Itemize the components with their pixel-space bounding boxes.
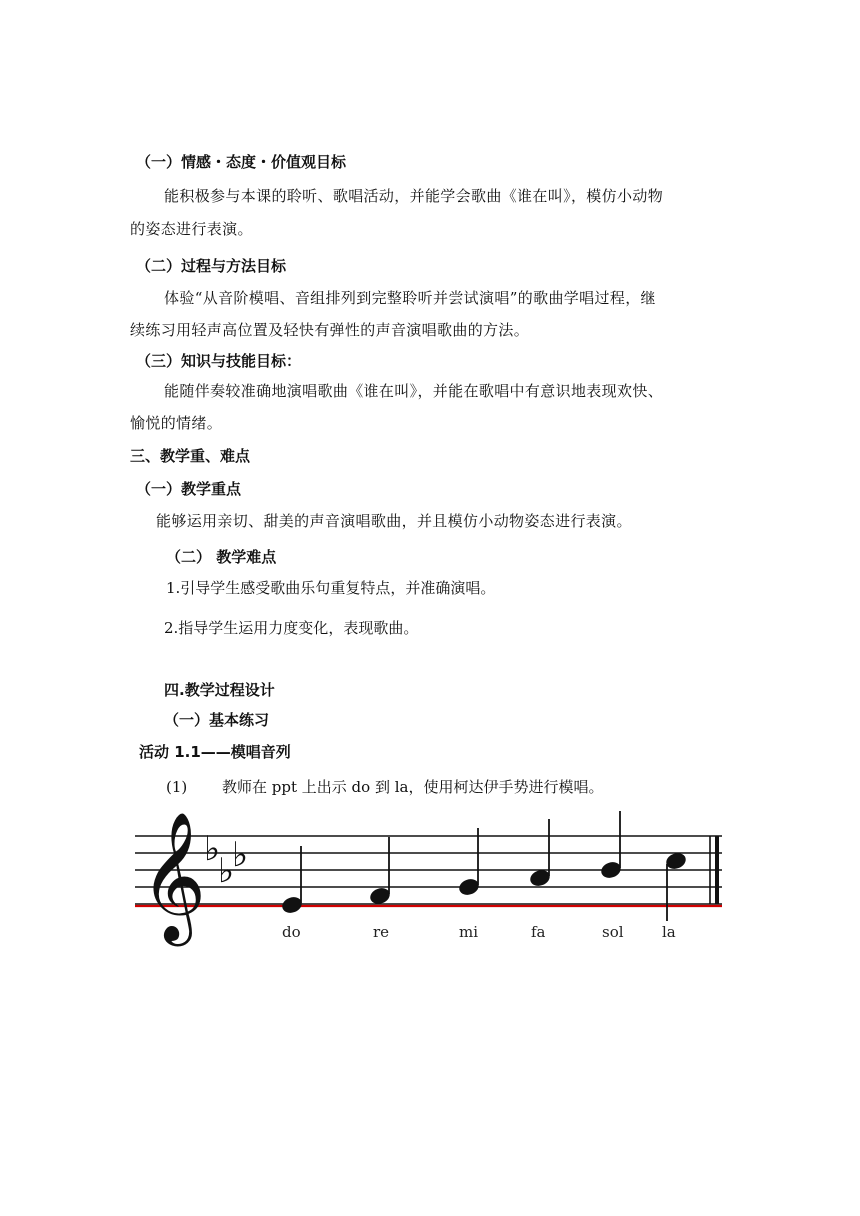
step-text: 教师在 ppt 上出示 do 到 la，使用柯达伊手势进行模唱。	[222, 778, 604, 796]
difficulty-heading: （二） 教学难点	[166, 548, 277, 566]
solfege-label-sol: sol	[602, 923, 624, 941]
note-la	[664, 851, 688, 921]
note-mi	[457, 828, 481, 897]
goal2-paragraph-line1: 体验“从音阶模唱、音组排列到完整聆听并尝试演唱”的歌曲学唱过程，继	[164, 289, 656, 307]
note-sol	[599, 811, 623, 880]
basic-practice-heading: （一）基本练习	[164, 711, 270, 729]
goal3-paragraph-line1: 能随伴奏较准确地演唱歌曲《谁在叫》，并能在歌唱中有意识地表现欢快、	[164, 382, 664, 400]
solfege-label-mi: mi	[459, 923, 479, 941]
flat-icon: ♭	[218, 851, 235, 891]
goal1-paragraph-line2: 的姿态进行表演。	[130, 220, 253, 238]
flat-icons	[204, 829, 248, 891]
goal1-paragraph-line1: 能积极参与本课的聆听、歌唱活动，并能学会歌曲《谁在叫》，模仿小动物	[164, 187, 664, 205]
goal2-paragraph-line2: 续练习用轻声高位置及轻快有弹性的声音演唱歌曲的方法。	[130, 321, 530, 339]
flat-icon: ♭	[232, 835, 249, 875]
solfege-label-do: do	[282, 923, 301, 941]
treble-clef-icon: 𝄞	[140, 811, 207, 941]
note-do	[280, 846, 304, 915]
note-re	[368, 837, 392, 906]
goal1-heading: （一）情感・态度・价值观目标	[136, 153, 347, 171]
goal3-heading: （三）知识与技能目标：	[136, 352, 302, 370]
difficulty-item-2: 2.指导学生运用力度变化，表现歌曲。	[164, 619, 419, 637]
goal2-heading: （二）过程与方法目标	[136, 257, 287, 275]
solfege-label-re: re	[373, 923, 390, 941]
goal3-paragraph-line2: 愉悦的情绪。	[130, 414, 223, 432]
part4-heading: 四.教学过程设计	[164, 681, 275, 699]
difficulty-item-1: 1.引导学生感受歌曲乐句重复特点，并准确演唱。	[166, 579, 496, 597]
solfege-label-fa: fa	[531, 923, 546, 941]
solfege-label-la: la	[662, 923, 676, 941]
step-number: (1)	[166, 778, 188, 796]
flat-icon: ♭	[204, 829, 221, 869]
music-staff-figure	[130, 806, 730, 956]
key-points-heading: （一）教学重点	[136, 480, 242, 498]
activity-heading: 活动 1.1——模唱音列	[139, 743, 291, 761]
part3-heading: 三、教学重、难点	[130, 447, 251, 465]
key-points-text: 能够运用亲切、甜美的声音演唱歌曲，并且模仿小动物姿态进行表演。	[156, 512, 632, 530]
